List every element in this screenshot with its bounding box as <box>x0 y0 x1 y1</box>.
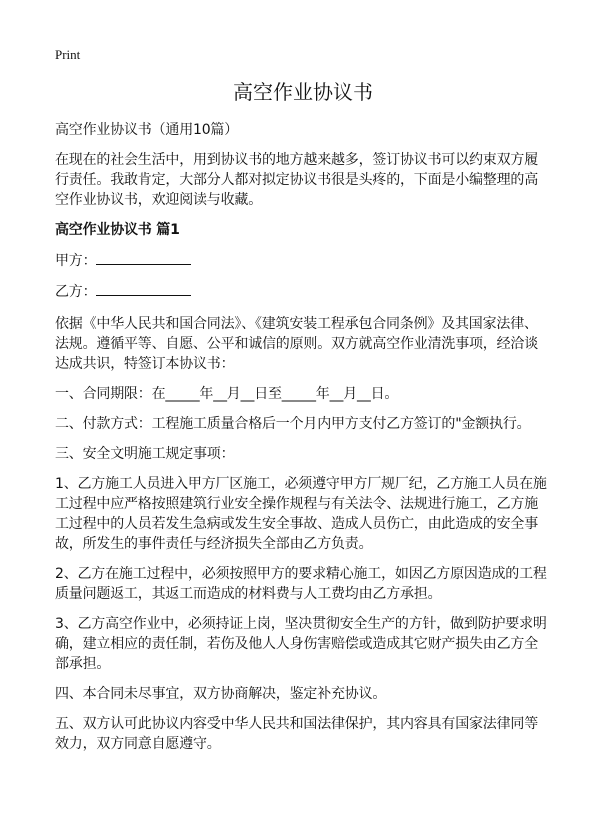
safety-item-2: 2、乙方在施工过程中，必须按照甲方的要求精心施工，如因乙方原因造成的工程质量问题返工，其返工而造成的材料费与人工费均由乙方承担。 <box>55 566 547 602</box>
clause-payment: 二、付款方式：工程施工质量合格后一个月内甲方支付乙方签订的"金额执行。 <box>55 416 531 432</box>
document-title: 高空作业协议书 <box>233 80 373 104</box>
party-b-blank <box>96 281 191 296</box>
party-a-line <box>55 250 551 271</box>
print-link[interactable]: Print <box>55 47 81 62</box>
basis-paragraph: 依据《中华人民共和国合同法》、《建筑安装工程承包合同条例》及其国家法律、法规。遵循平等、自愿、公平和诚信的原则。双方就高空作业清洗事项，经洽谈达成共识，特签订本协议书： <box>55 316 538 372</box>
clause-safety-heading: 三、安全文明施工规定事项： <box>55 446 235 462</box>
intro-paragraph: 在现在的社会生活中，用到协议书的地方越来越多，签订协议书可以约束双方履行责任。我敢肯定，大部分人都对拟定协议书很是头疼的，下面是小编整理的高空作业协议书，欢迎阅读与收藏。 <box>55 152 538 208</box>
party-b-line <box>55 281 551 302</box>
clause-supplement: 四、本合同未尽事宜，双方协商解决，鉴定补充协议。 <box>55 686 387 702</box>
document-body <box>55 78 551 764</box>
clause-term: 一、合同期限：在_____年__月__日至_____年__月__日。 <box>55 386 399 402</box>
party-b-label: 乙方： <box>55 284 97 300</box>
safety-item-3: 3、乙方高空作业中，必须持证上岗，坚决贯彻安全生产的方针，做到防护要求明确，建立相应的责任制，若伤及他人人身伤害赔偿或造成其它财产损失由乙方全部承担。 <box>55 616 547 672</box>
clause-legal: 五、双方认可此协议内容受中华人民共和国法律保护，其内容具有国家法律同等效力，双方同意自愿遵守。 <box>55 716 538 752</box>
section-heading: 高空作业协议书 篇1 <box>55 222 180 238</box>
party-a-label: 甲方： <box>55 253 97 269</box>
party-a-blank <box>96 250 191 265</box>
safety-item-1: 1、乙方施工人员进入甲方厂区施工，必须遵守甲方厂规厂纪，乙方施工人员在施工过程中应严格按照建筑行业安全操作规程与有关法令、法规进行施工，乙方施工过程中的人员若发生急病或发生安全事故、造成人员伤亡，由此造成的安全事故，所发生的事件责任与经济损失全部由乙方负责。 <box>55 476 547 552</box>
document-subtitle: 高空作业协议书（通用10篇） <box>55 122 239 138</box>
